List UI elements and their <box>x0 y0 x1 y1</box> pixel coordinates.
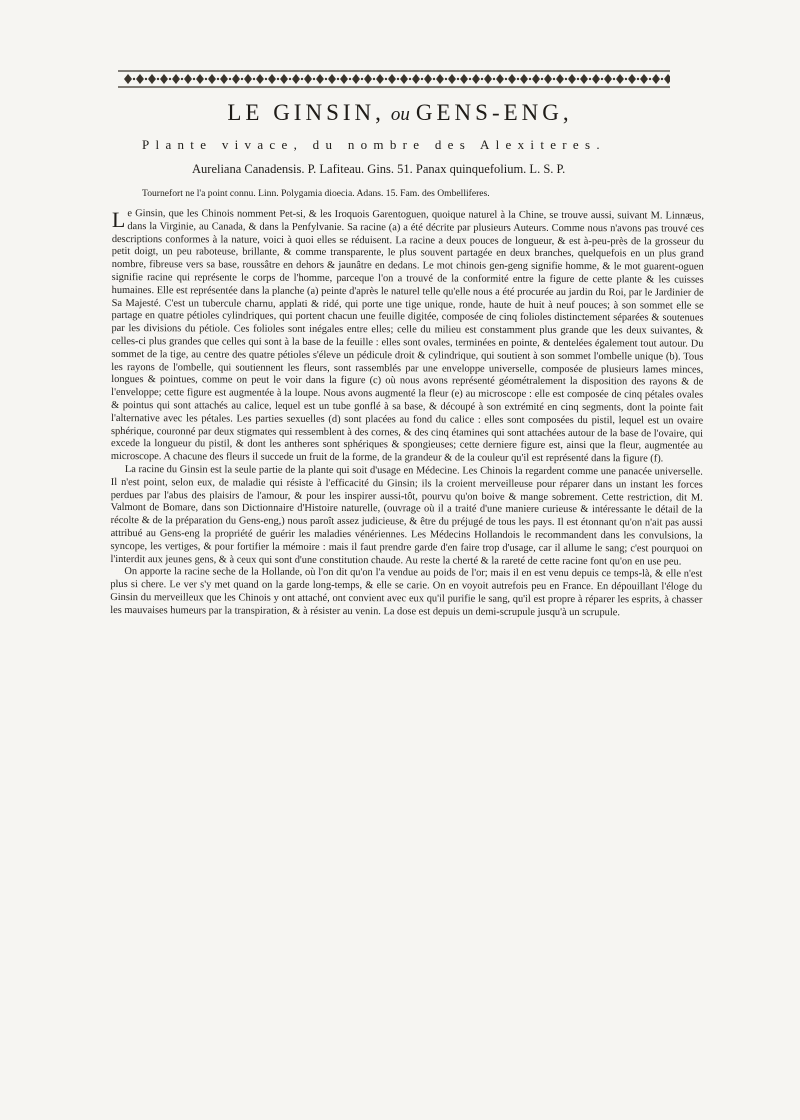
ornament-motif <box>508 74 516 84</box>
ornament-motif <box>652 74 660 84</box>
ornament-motif <box>376 74 384 84</box>
ornament-dot <box>229 78 231 80</box>
paragraph-medicinal-use: La racine du Ginsin est la seule partie de la plante qui soit d'usage en Médecine. Les Chinois la regardent comme une panacée universelle. Il n'est point, selon eux, de maladie qui résiste à l'efficacité du Ginsin; ils la croient merveilleuse pour réparer dans un instant les forces perdues par l'abus des plaisirs de l'amour, & pour les inspirer aussi-tôt, pourvu qu'on boive & mange sobrement. Cette restriction, dit M. Valmont de Bomare, dans son Dictionnaire d'Histoire naturelle, (ouvrage où il a traité d'une maniere curieuse & intéressante le détail de la récolte & de la préparation du Gens-eng,) nous paroît assez judicieuse, & être du préjugé de tous les pays. Il est étonnant qu'on n'ait pas aussi attribué au Gens-eng la propriété de guérir les maladies vénériennes. Les Médecins Hollandois le recommandent dans les convulsions, la syncope, les vertiges, & pour fortifier la mémoire : mais il faut prendre garde d'en faire trop d'usage, car il allume le sang; c'est pourquoi on l'interdit aux jeunes gens, & à ceux qui sont d'une constitution chaude. Au reste la cherté & la rareté de cette racine font qu'on en use peu. <box>110 463 703 568</box>
ornament-dot <box>553 78 555 80</box>
classification-references: Tournefort ne l'a point connu. Linn. Polygamia dioecia. Adans. 15. Fam. des Ombelliferes. <box>142 188 490 199</box>
ornament-dot <box>481 78 483 80</box>
ornament-dot <box>397 78 399 80</box>
ornament-dot <box>517 78 519 80</box>
page-title <box>0 100 800 126</box>
plant-subtitle: Plante vivace, du nombre des Alexiteres. <box>142 137 606 152</box>
botanical-synonyms: Aureliana Canadensis. P. Lafiteau. Gins. 51. Panax quinquefolium. L. S. P. <box>192 162 566 176</box>
ornament-motif <box>484 74 492 84</box>
ornament-dot <box>325 78 327 80</box>
ornament-motif <box>448 74 456 84</box>
ornament-dot <box>493 78 495 80</box>
ornament-motif <box>256 74 264 84</box>
ornament-dot <box>601 78 603 80</box>
ornament-motif <box>184 74 192 84</box>
ornament-dot <box>145 78 147 80</box>
ornament-dot <box>469 78 471 80</box>
paragraph-commerce-dose: On apporte la racine seche de la Hollande, où l'on dit qu'on l'a vendue au poids de l'or; mais il en est venu depuis ce temps-là, & elle n'est plus si chere. Le ver s'y met quand on la garde long-temps, & elle se carie. On en voyoit autrefois peu en France. En dépouillant l'éloge du Ginsin du merveilleux que les Chinois y ont attaché, ont convient avec eux qu'il purifie le sang, qu'il est propre à réparer les esprits, à chasser les mauvaises humeurs par la transpiration, & à résister au venin. La dose est depuis un demi-scrupule jusqu'à un scrupule. <box>110 566 703 618</box>
ornament-motif <box>316 74 324 84</box>
ornament-motif <box>604 74 612 84</box>
ornament-motif <box>496 74 504 84</box>
ornament-dot <box>253 78 255 80</box>
ornament-dot <box>457 78 459 80</box>
drop-cap: L <box>111 207 126 233</box>
ornament-dot <box>205 78 207 80</box>
ornament-motif <box>364 74 372 84</box>
ornament-dot <box>529 78 531 80</box>
ornament-dot <box>625 78 627 80</box>
ornament-motif <box>232 74 240 84</box>
ornament-dot <box>169 78 171 80</box>
ornament-motif <box>436 74 444 84</box>
ornament-motif <box>148 74 156 84</box>
ornament-motif <box>460 74 468 84</box>
ornament-dot <box>385 78 387 80</box>
ornament-motif <box>172 74 180 84</box>
ornament-dot <box>241 78 243 80</box>
description-body <box>110 208 704 620</box>
ornament-motif <box>544 74 552 84</box>
ornament-dot <box>637 78 639 80</box>
ornament-motif <box>532 74 540 84</box>
ornament-dot <box>193 78 195 80</box>
ornament-dot <box>265 78 267 80</box>
ornament-motif <box>352 74 360 84</box>
ornament-motif <box>640 74 648 84</box>
ornament-dot <box>289 78 291 80</box>
ornament-motif <box>424 74 432 84</box>
ornament-motif <box>328 74 336 84</box>
ornament-motif <box>472 74 480 84</box>
ornament-motif <box>628 74 636 84</box>
ornament-dot <box>505 78 507 80</box>
ornament-motif <box>664 74 670 84</box>
title-main: LE GINSIN, <box>227 100 385 125</box>
ornament-motif <box>136 74 144 84</box>
ornament-dot <box>421 78 423 80</box>
ornament-dot <box>649 78 651 80</box>
ornament-dot <box>157 78 159 80</box>
ornament-motif <box>340 74 348 84</box>
ornament-dot <box>577 78 579 80</box>
ornament-motif <box>616 74 624 84</box>
ornament-motif <box>556 74 564 84</box>
ornament-motif <box>160 74 168 84</box>
ornament-motif <box>388 74 396 84</box>
ornament-dot <box>661 78 663 80</box>
ornament-dot <box>445 78 447 80</box>
ornament-motif <box>196 74 204 84</box>
ornament-motif <box>244 74 252 84</box>
ornament-motif <box>568 74 576 84</box>
title-connector: ou <box>390 104 410 125</box>
ornament-dot <box>613 78 615 80</box>
ornament-dot <box>541 78 543 80</box>
ornament-dot <box>565 78 567 80</box>
ornament-dot <box>133 78 135 80</box>
ornament-dot <box>181 78 183 80</box>
ornament-motif <box>580 74 588 84</box>
ornament-motif <box>304 74 312 84</box>
ornament-motif <box>208 74 216 84</box>
ornament-dot <box>589 78 591 80</box>
decorative-border-ornament <box>118 68 670 90</box>
ornament-dot <box>361 78 363 80</box>
ornament-motif <box>520 74 528 84</box>
ornament-dot <box>217 78 219 80</box>
ornament-motif <box>292 74 300 84</box>
ornament-dot <box>337 78 339 80</box>
ornament-motif <box>412 74 420 84</box>
ornament-dot <box>433 78 435 80</box>
ornament-dot <box>373 78 375 80</box>
ornament-motif <box>268 74 276 84</box>
ornament-dot <box>349 78 351 80</box>
title-alternate: GENS-ENG, <box>415 100 573 125</box>
ornament-dot <box>313 78 315 80</box>
ornament-dot <box>301 78 303 80</box>
ornament-dot <box>409 78 411 80</box>
ornament-motif <box>400 74 408 84</box>
ornament-dot <box>277 78 279 80</box>
ornament-motif <box>220 74 228 84</box>
ornament-motif <box>592 74 600 84</box>
paragraph-description <box>111 208 704 467</box>
paragraph-description-text: e Ginsin, que les Chinois nomment Pet-si, & les Iroquois Garentoguen, quoique naturel à la Chine, se trouve aussi, suivant M. Linnæus, dans la Virginie, au Canada, & dans la Penfylvanie. Sa racine (a) a été décrite par plusieurs Auteurs. Comme nous n'avons pas trouvé ces descriptions conformes à la nature, voici à quoi elles se réduisent. La racine a deux pouces de longueur, & est à-peu-près de la grosseur du petit doigt, un peu raboteuse, brillante, & comme transparente, le plus souvent partagée en deux branches, quelquefois en un plus grand nombre, fibreuse vers sa base, roussâtre en dehors & jaunâtre en dedans. Le mot chinois gen-geng signifie homme, & le mot guarent-oguen signifie racine qui représente le corps de l'homme, parceque l'on a trouvé de la conformité entre la figure de cette plante & les cuisses humaines. Elle est représentée dans la planche (a) peinte d'après le naturel telle qu'elle nous a été procurée au jardin du Roi, par le Jardinier de Sa Majesté. C'est un tubercule charnu, applati & ridé, qui porte une tige unique, ronde, haute de huit à neuf pouces; à son sommet elle se partage en quatre pétioles cylindriques, qui portent chacun une feuille digitée, composée de cinq folioles distinctement séparées & soutenues par les divisions du pétiole. Ces folioles sont inégales entre elles; celle du milieu est constamment plus grande que les deux suivantes, & celles-ci plus grandes que celles qui sont à la base de la feuille : elles sont ovales, terminées en pointe, & dentelées également tout autour. Du sommet de la tige, au centre des quatre pétioles s'éleve un pédicule droit & cylindrique, qui soutient à son sommet l'ombelle unique (b). Tous les rayons de l'ombelle, qui soutiennent les fleurs, sont rassemblés par une enveloppe universelle, composée de plusieurs lames minces, longues & pointues, comme on peut le voir dans la figure (c) où nous avons représenté géométralement la disposition des rayons & de l'enveloppe; cette figure est augmentée à la loupe. Nous avons augmenté la fleur (e) au microscope : elle est composée de cinq pétales ovales & pointus qui sont attachés au calice, lequel est un tube gonflé à sa base, & découpé à son extrémité en cinq segments, dont la pointe fait l'alternative avec les pétales. Les parties sexuelles (d) sont placées au fond du calice : elles sont composées du pistil, lequel est un ovaire sphérique, couronné par deux stigmates qui ressemblent à des cornes, & des cinq étamines qui sont attachées autour de la base de l'ovaire, qui excede la longueur du pistil, & dont les antheres sont sphériques & spongieuses; cette derniere figure est, ainsi que la fleur, augmentée au microscope. A chacune des fleurs il succede un fruit de la forme, de la grandeur & de la couleur qu'il est représenté dans la figure (f). <box>110 208 704 465</box>
ornament-motif <box>124 74 132 84</box>
ornament-motif <box>280 74 288 84</box>
